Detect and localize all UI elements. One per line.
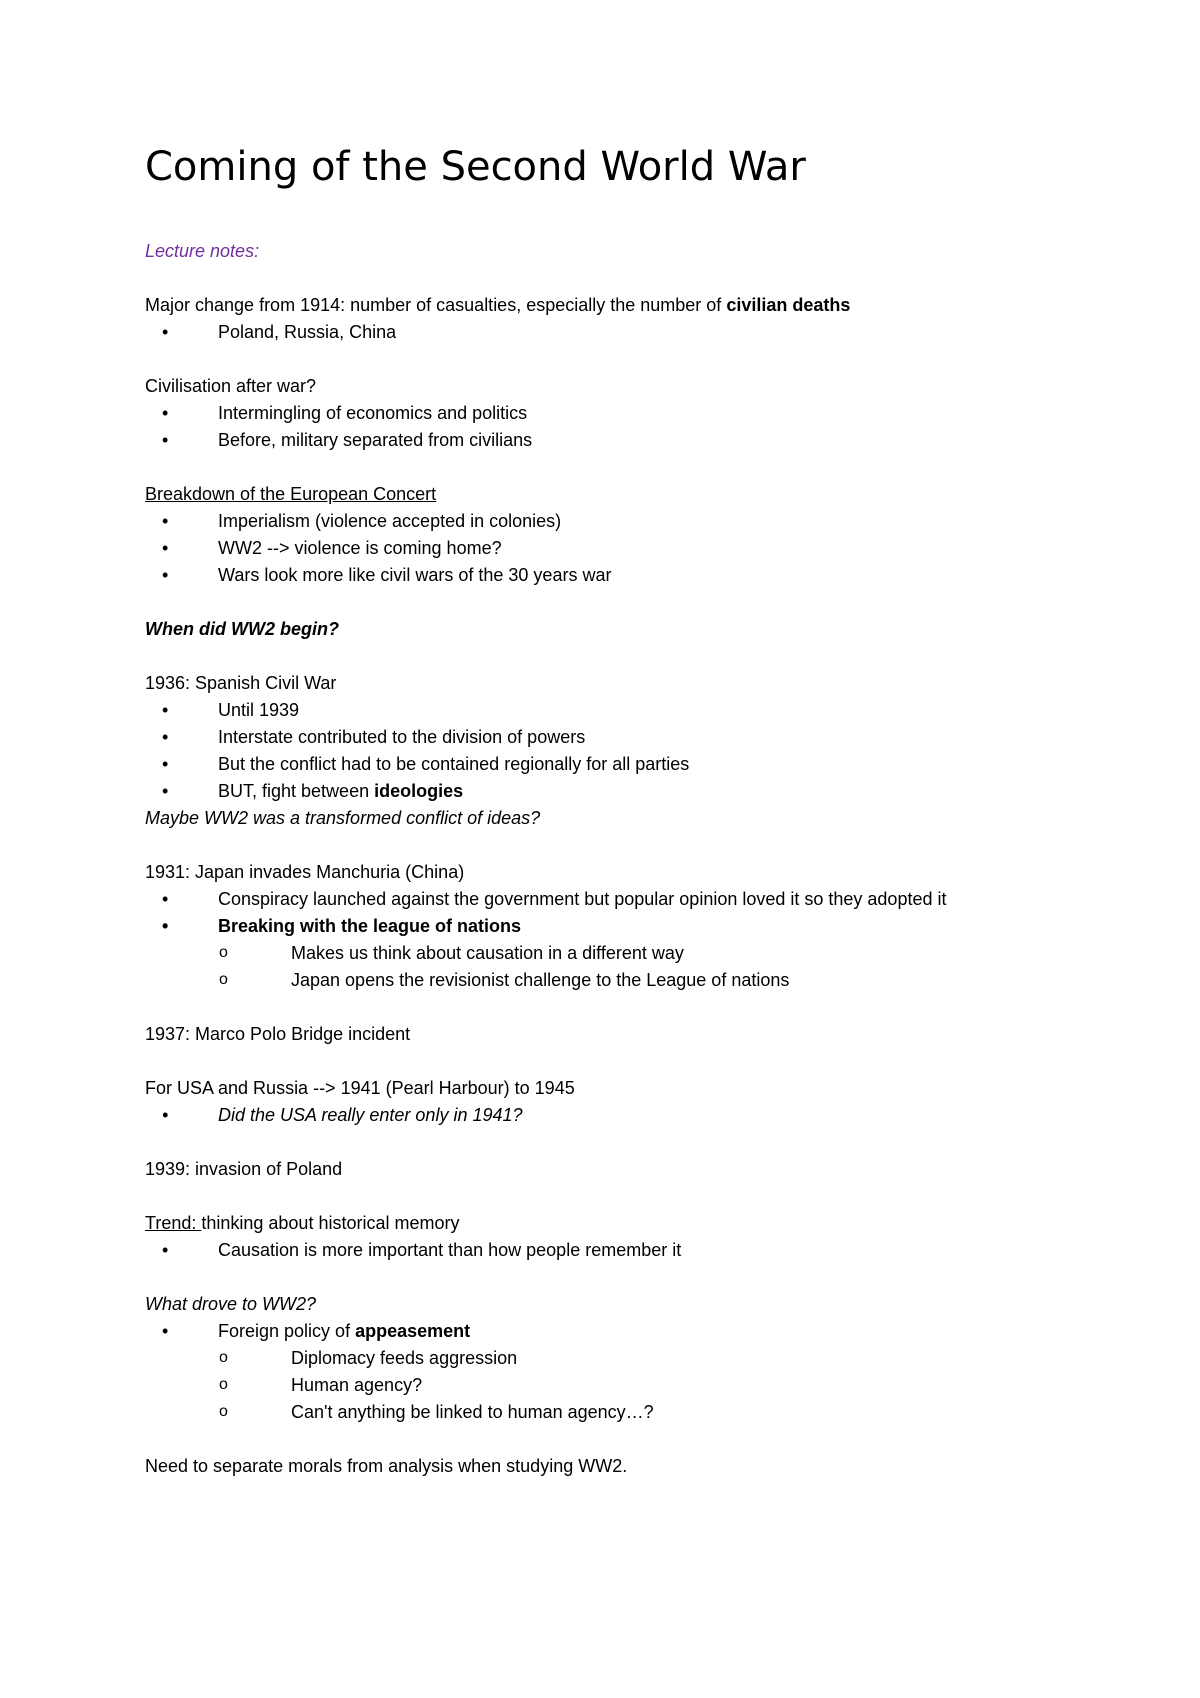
bullet-icon: • <box>162 403 169 423</box>
bullet-icon: • <box>162 430 169 450</box>
list-item <box>145 724 1105 751</box>
spacer <box>145 994 1105 1021</box>
list-item <box>145 1318 1105 1345</box>
section-heading <box>145 1210 1105 1237</box>
list-item <box>145 1237 1105 1264</box>
sub-list-item-text: Makes us think about causation in a different way <box>291 943 684 963</box>
bullet-icon: • <box>162 889 169 909</box>
list-item-text: WW2 --> violence is coming home? <box>218 538 502 558</box>
spacer <box>145 1264 1105 1291</box>
sub-list-item <box>145 1399 1105 1426</box>
list-item <box>145 886 1105 913</box>
sub-list-item <box>145 1345 1105 1372</box>
sub-list-item-text: Diplomacy feeds aggression <box>291 1348 518 1368</box>
circle-bullet-icon: o <box>219 944 228 961</box>
list-item-text: Conspiracy launched against the government but popular opinion loved it so they adopted it <box>218 889 947 909</box>
bold-text: appeasement <box>355 1321 471 1341</box>
section-heading: For USA and Russia --> 1941 (Pearl Harbour) to 1945 <box>145 1078 575 1098</box>
section-heading: When did WW2 begin? <box>145 619 339 639</box>
sub-list-item-text: Human agency? <box>291 1375 423 1395</box>
spacer <box>145 346 1105 373</box>
bullet-icon: • <box>162 1321 169 1341</box>
spacer <box>145 1426 1105 1453</box>
section-heading: 1939: invasion of Poland <box>145 1159 343 1179</box>
text-run: Major change from 1914: number of casualties, especially the number of <box>145 295 727 315</box>
bullet-icon: • <box>162 754 169 774</box>
list-item-text: Did the USA really enter only in 1941? <box>218 1105 523 1125</box>
bullet-icon: • <box>162 781 169 801</box>
list-item-text: Wars look more like civil wars of the 30 years war <box>218 565 612 585</box>
italic-note: Maybe WW2 was a transformed conflict of ideas? <box>145 808 541 828</box>
circle-bullet-icon: o <box>219 1403 228 1420</box>
bullet-icon: • <box>162 538 169 558</box>
bullet-icon: • <box>162 1240 169 1260</box>
list-item-text: Before, military separated from civilians <box>218 430 533 450</box>
closing-paragraph: Need to separate morals from analysis when studying WW2. <box>145 1456 628 1476</box>
list-item-text: Causation is more important than how people remember it <box>218 1240 682 1260</box>
list-item-text: Foreign policy of <box>218 1321 356 1341</box>
spacer <box>145 1183 1105 1210</box>
circle-bullet-icon: o <box>219 971 228 988</box>
bold-text: ideologies <box>374 781 464 801</box>
section-heading: Civilisation after war? <box>145 376 317 396</box>
list-item <box>145 508 1105 535</box>
sub-list-item <box>145 1372 1105 1399</box>
list-item-text: Interstate contributed to the division of powers <box>218 727 586 747</box>
document-page <box>145 140 1105 1480</box>
bullet-icon: • <box>162 700 169 720</box>
list-item-text: Imperialism (violence accepted in colonies) <box>218 511 562 531</box>
list-item-text: Breaking with the league of nations <box>218 916 522 936</box>
sub-list-item-text: Can't anything be linked to human agency…? <box>291 1402 654 1422</box>
circle-bullet-icon: o <box>219 1349 228 1366</box>
bullet-icon: • <box>162 511 169 531</box>
list-item <box>145 535 1105 562</box>
spacer <box>145 589 1105 616</box>
list-item-text: But the conflict had to be contained regionally for all parties <box>218 754 690 774</box>
list-item <box>145 562 1105 589</box>
list-item <box>145 1102 1105 1129</box>
list-item-text: Poland, Russia, China <box>218 322 397 342</box>
spacer <box>145 643 1105 670</box>
section-heading: 1936: Spanish Civil War <box>145 673 337 693</box>
bullet-icon: • <box>162 322 169 342</box>
sub-list-item-text: Japan opens the revisionist challenge to the League of nations <box>291 970 790 990</box>
section-heading: 1931: Japan invades Manchuria (China) <box>145 862 465 882</box>
bold-text: civilian deaths <box>726 295 851 315</box>
list-item-text: Until 1939 <box>218 700 300 720</box>
spacer <box>145 1129 1105 1156</box>
bullet-icon: • <box>162 916 169 936</box>
sub-list-item <box>145 940 1105 967</box>
bullet-icon: • <box>162 565 169 585</box>
list-item <box>145 427 1105 454</box>
list-item-text: BUT, fight between <box>218 781 375 801</box>
sub-list-item <box>145 967 1105 994</box>
page-title: Coming of the Second World War <box>145 144 806 190</box>
spacer <box>145 454 1105 481</box>
list-item <box>145 697 1105 724</box>
bullet-icon: • <box>162 727 169 747</box>
bullet-icon: • <box>162 1105 169 1125</box>
text-run: thinking about historical memory <box>201 1213 460 1233</box>
list-item-text: Intermingling of economics and politics <box>218 403 528 423</box>
list-item <box>145 400 1105 427</box>
list-item <box>145 778 1105 805</box>
lecture-notes-label: Lecture notes: <box>145 241 260 261</box>
spacer <box>145 265 1105 292</box>
list-item <box>145 913 1105 940</box>
spacer <box>145 832 1105 859</box>
circle-bullet-icon: o <box>219 1376 228 1393</box>
list-item <box>145 751 1105 778</box>
section-heading: 1937: Marco Polo Bridge incident <box>145 1024 411 1044</box>
paragraph-casualties <box>145 292 1105 319</box>
section-heading: What drove to WW2? <box>145 1294 317 1314</box>
spacer <box>145 1048 1105 1075</box>
list-item <box>145 319 1105 346</box>
section-heading: Breakdown of the European Concert <box>145 484 437 504</box>
underlined-text: Trend: <box>145 1213 202 1233</box>
